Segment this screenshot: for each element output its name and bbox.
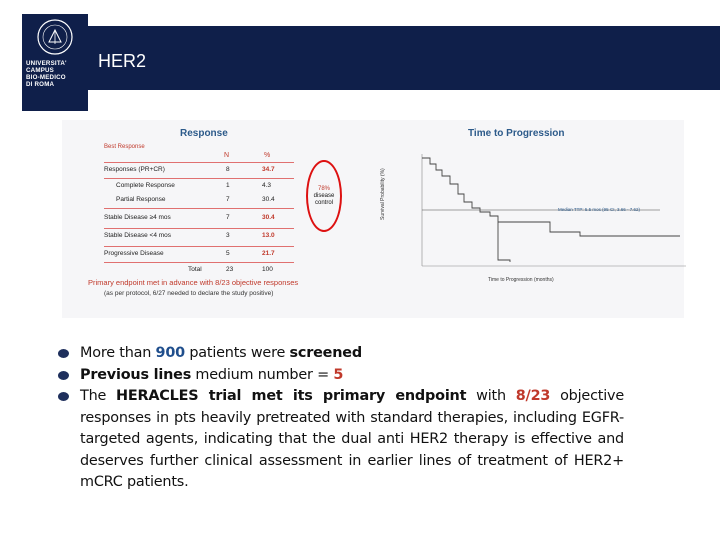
column-n: N	[224, 152, 230, 159]
table-row: Total 23 100	[188, 266, 273, 273]
table-row: Partial Response 7 30.4	[116, 196, 275, 203]
bullet-heracles: The HERACLES trial met its primary endpoint with 8/23 objective responses in pts heavily pretreated with standard therapies, including EGFR-targeted agents, indicating that the dual anti HER2 therapy is effective and deserves further clinical assessment in earlier lines of treatment of HER2+ mCRC patients.	[58, 386, 624, 494]
response-title: Response	[180, 128, 228, 139]
divider	[104, 246, 294, 247]
divider	[104, 178, 294, 179]
endpoint-note: Primary endpoint met in advance with 8/23 objective responses	[88, 278, 299, 287]
table-row: Stable Disease ≥4 mos 7 30.4	[104, 214, 275, 221]
table-row: Responses (PR+CR) 8 34.7	[104, 166, 275, 173]
median-ttp-label: Median TTP: 5.5 mos (95 CI, 3.66 - 7.62)	[558, 207, 640, 212]
bullet-list	[58, 343, 624, 494]
divider	[104, 162, 294, 163]
table-row: Complete Response 1 4.3	[116, 182, 272, 189]
table-row: Progressive Disease 5 21.7	[104, 250, 275, 257]
endpoint-subnote: (as per protocol, 6/27 needed to declare the study positive)	[104, 290, 274, 297]
bullet-screened: More than 900 patients were screened	[58, 343, 624, 365]
bullet-icon	[58, 349, 69, 358]
column-pct: %	[264, 152, 271, 159]
bullet-icon	[58, 371, 69, 380]
university-seal-icon	[29, 18, 81, 56]
ttp-title: Time to Progression	[468, 128, 565, 139]
y-axis-label: Survival Probability (%)	[380, 168, 386, 220]
divider	[104, 228, 294, 229]
divider	[104, 262, 294, 263]
x-axis-label: Time to Progression (months)	[488, 277, 554, 283]
table-row: Stable Disease <4 mos 3 13.0	[104, 232, 275, 239]
best-response-label: Best Response	[104, 144, 145, 150]
slide-title: HER2	[98, 51, 147, 71]
disease-control-label: 78% disease control	[313, 186, 335, 206]
bullet-icon	[58, 392, 69, 401]
divider	[104, 208, 294, 209]
kaplan-meier-curve	[400, 150, 692, 290]
logo-text: UNIVERSITA' CAMPUS BIO-MEDICO DI ROMA	[26, 60, 67, 88]
bullet-previous-lines: Previous lines medium number = 5	[58, 365, 624, 387]
university-logo	[22, 14, 88, 111]
